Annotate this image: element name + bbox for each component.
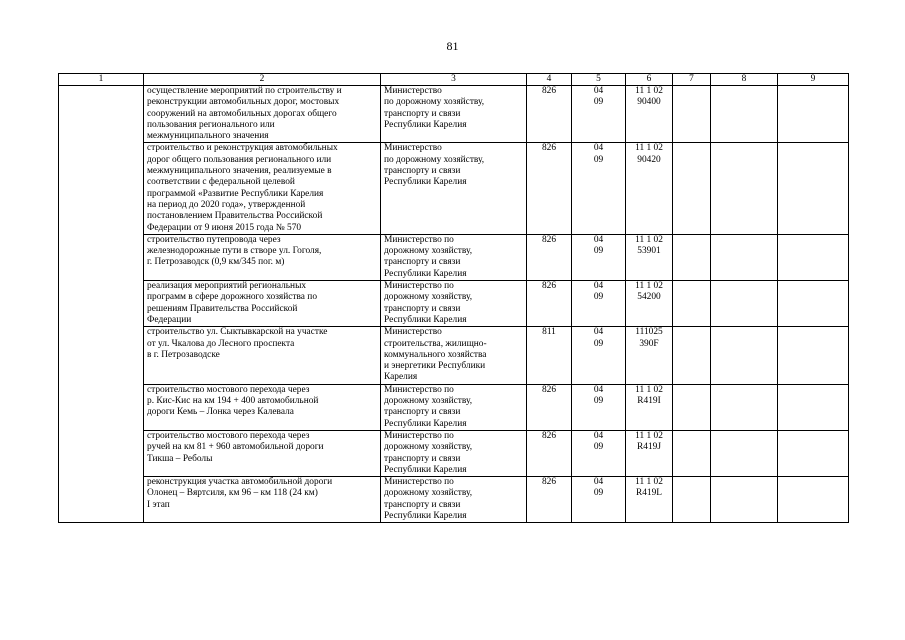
- activity-name-cell-line: р. Кис-Кис на км 194 + 400 автомобильной: [147, 396, 319, 407]
- column-8-cell: [711, 327, 778, 384]
- column-9-cell: [778, 477, 849, 523]
- section-cell-line: 09: [593, 338, 604, 349]
- table-row: [59, 430, 849, 476]
- ministry-cell-line: транспорту и связи: [384, 166, 461, 177]
- ministry-cell-line: и энергетики Республики: [384, 361, 486, 372]
- activity-name-cell-line: реконструкции автомобильных дорог, мостовых: [147, 97, 340, 108]
- ministry-cell: [381, 477, 527, 523]
- activity-name-cell-line: сооружений на автомобильных дорогах общего: [147, 108, 337, 119]
- ministry-cell: [381, 234, 527, 280]
- activity-name-cell-line: I этап: [147, 499, 170, 510]
- ministry-cell-line: дорожному хозяйству,: [384, 246, 473, 257]
- code-cell: 826: [527, 384, 572, 430]
- section-cell: [572, 143, 626, 234]
- column-8-cell: [711, 234, 778, 280]
- ministry-cell-line: Министерство по: [384, 384, 454, 395]
- activity-name-cell-line: строительство ул. Сыктывкарской на участке: [147, 327, 328, 338]
- table-row: [59, 86, 849, 143]
- section-cell: [572, 234, 626, 280]
- target-article-cell-line: 11 1 02: [635, 143, 663, 154]
- code-cell: 826: [527, 143, 572, 234]
- activity-name-cell-line: строительство мостового перехода через: [147, 430, 310, 441]
- activity-name-cell: [144, 477, 381, 523]
- ministry-cell-line: Министерство по: [384, 281, 454, 292]
- ministry-cell-line: Министерство по: [384, 477, 454, 488]
- section-cell-line: 04: [593, 143, 604, 154]
- activity-name-cell-line: Федерации: [147, 314, 192, 325]
- table-row: [59, 477, 849, 523]
- activity-name-cell-line: осуществление мероприятий по строительству и: [147, 86, 342, 96]
- column-header: 7: [673, 74, 711, 86]
- section-cell-line: 04: [593, 327, 604, 338]
- column-7-cell: [673, 477, 711, 523]
- target-article-cell-line: 390F: [639, 338, 659, 349]
- ministry-cell-line: строительства, жилищно-: [384, 338, 487, 349]
- code-cell: 826: [527, 281, 572, 327]
- column-7-cell: [673, 384, 711, 430]
- activity-name-cell-line: пользования регионального или: [147, 119, 275, 130]
- activity-name-cell-line: строительство путепровода через: [147, 234, 281, 245]
- target-article-cell-line: 11 1 02: [635, 384, 663, 395]
- table-row: [59, 234, 849, 280]
- target-article-cell-line: 90420: [637, 154, 661, 165]
- page-number: 81: [446, 39, 459, 53]
- ministry-cell-line: Министерство по: [384, 234, 454, 245]
- ministry-cell-line: Республики Карелия: [384, 464, 467, 475]
- activity-name-cell: [144, 281, 381, 327]
- column-8-cell: [711, 143, 778, 234]
- ministry-cell-line: Республики Карелия: [384, 177, 467, 188]
- ministry-cell-line: Республики Карелия: [384, 418, 467, 429]
- section-cell-line: 09: [593, 488, 604, 499]
- ministry-cell: [381, 143, 527, 234]
- ministry-cell-line: транспорту и связи: [384, 499, 461, 510]
- ministry-cell: [381, 384, 527, 430]
- ministry-cell-line: по дорожному хозяйству,: [384, 154, 485, 165]
- target-article-cell: [626, 281, 673, 327]
- target-article-cell-line: 90400: [637, 97, 661, 108]
- column-7-cell: [673, 281, 711, 327]
- code-cell: 826: [527, 477, 572, 523]
- ministry-cell: [381, 327, 527, 384]
- column-header: 8: [711, 74, 778, 86]
- section-cell: [572, 327, 626, 384]
- ministry-cell-line: Министерство: [384, 86, 442, 96]
- activity-name-cell-line: Тикша – Реболы: [147, 453, 213, 464]
- table-row: [59, 281, 849, 327]
- column-7-cell: [673, 327, 711, 384]
- ministry-cell-line: Карелия: [384, 372, 418, 383]
- ministry-cell-line: Республики Карелия: [384, 314, 467, 325]
- target-article-cell-line: 11 1 02: [635, 430, 663, 441]
- ministry-cell-line: Республики Карелия: [384, 268, 467, 279]
- section-cell-line: 09: [593, 442, 604, 453]
- activity-name-cell-line: реализация мероприятий региональных: [147, 281, 307, 292]
- target-article-cell: [626, 477, 673, 523]
- target-article-cell-line: R419I: [637, 396, 661, 407]
- section-cell: [572, 86, 626, 143]
- activity-name-cell-line: строительство мостового перехода через: [147, 384, 310, 395]
- column-header: 9: [778, 74, 849, 86]
- section-cell-line: 04: [593, 86, 604, 96]
- target-article-cell: [626, 234, 673, 280]
- activity-name-cell-line: ручей на км 81 + 960 автомобильной дороги: [147, 442, 324, 453]
- ministry-cell-line: транспорту и связи: [384, 453, 461, 464]
- activity-name-cell-line: межмуниципального значения: [147, 131, 269, 142]
- target-article-cell: [626, 327, 673, 384]
- activity-name-cell-line: дороги Кемь – Лонка через Калевала: [147, 407, 294, 418]
- column-7-cell: [673, 86, 711, 143]
- activity-name-cell: [144, 430, 381, 476]
- section-cell-line: 09: [593, 246, 604, 257]
- column-7-cell: [673, 430, 711, 476]
- ministry-cell-line: транспорту и связи: [384, 108, 461, 119]
- code-cell: 826: [527, 234, 572, 280]
- column-9-cell: [778, 234, 849, 280]
- target-article-cell: [626, 384, 673, 430]
- column-8-cell: [711, 281, 778, 327]
- target-article-cell-line: 11 1 02: [635, 477, 663, 488]
- code-cell: 826: [527, 86, 572, 143]
- target-article-cell-line: 11 1 02: [635, 234, 663, 245]
- ministry-cell: [381, 430, 527, 476]
- column-header: 4: [527, 74, 572, 86]
- code-cell: 826: [527, 430, 572, 476]
- activity-name-cell: [144, 327, 381, 384]
- activity-name-cell-line: строительство и реконструкция автомобильных: [147, 143, 338, 154]
- column-7-cell: [673, 234, 711, 280]
- activity-name-cell-line: в г. Петрозаводске: [147, 349, 220, 360]
- column-9-cell: [778, 430, 849, 476]
- column-header: 3: [381, 74, 527, 86]
- activity-name-cell: [144, 384, 381, 430]
- ministry-cell-line: дорожному хозяйству,: [384, 488, 473, 499]
- column-9-cell: [778, 86, 849, 143]
- target-article-cell: [626, 430, 673, 476]
- column-9-cell: [778, 281, 849, 327]
- ministry-cell-line: по дорожному хозяйству,: [384, 97, 485, 108]
- column-8-cell: [711, 384, 778, 430]
- activity-name-cell-line: Олонец – Вяртсиля, км 96 – км 118 (24 км): [147, 488, 318, 499]
- activity-name-cell-line: программой «Развитие Республики Карелия: [147, 188, 324, 199]
- section-cell-line: 04: [593, 234, 604, 245]
- code-cell: 811: [527, 327, 572, 384]
- activity-name-cell-line: от ул. Чкалова до Лесного проспекта: [147, 338, 295, 349]
- ministry-cell-line: дорожному хозяйству,: [384, 396, 473, 407]
- budget-table: [58, 73, 849, 523]
- section-cell-line: 09: [593, 154, 604, 165]
- ministry-cell-line: дорожному хозяйству,: [384, 292, 473, 303]
- activity-name-cell-line: программ в сфере дорожного хозяйства по: [147, 292, 318, 303]
- column-8-cell: [711, 430, 778, 476]
- column-8-cell: [711, 477, 778, 523]
- ministry-cell-line: Министерство по: [384, 430, 454, 441]
- target-article-cell-line: 111025: [635, 327, 663, 338]
- target-article-cell-line: 53901: [637, 246, 661, 257]
- ministry-cell-line: Министерство: [384, 327, 442, 338]
- section-cell-line: 09: [593, 292, 604, 303]
- column-9-cell: [778, 384, 849, 430]
- section-cell: [572, 281, 626, 327]
- ministry-cell-line: Республики Карелия: [384, 510, 467, 521]
- table-row: [59, 384, 849, 430]
- activity-name-cell-line: постановлением Правительства Российской: [147, 211, 323, 222]
- section-cell-line: 04: [593, 281, 604, 292]
- activity-name-cell-line: межмуниципального значения, реализуемые в: [147, 166, 332, 177]
- ministry-cell-line: Республики Карелия: [384, 119, 467, 130]
- section-cell-line: 09: [593, 396, 604, 407]
- header-row: [59, 74, 849, 86]
- ministry-cell-line: Министерство: [384, 143, 442, 154]
- section-cell-line: 04: [593, 430, 604, 441]
- target-article-cell-line: 54200: [637, 292, 661, 303]
- table-body: [59, 86, 849, 523]
- ministry-cell-line: коммунального хозяйства: [384, 349, 487, 360]
- ministry-cell-line: транспорту и связи: [384, 303, 461, 314]
- activity-name-cell-line: реконструкция участка автомобильной дороги: [147, 477, 333, 488]
- column-8-cell: [711, 86, 778, 143]
- section-cell-line: 04: [593, 477, 604, 488]
- activity-name-cell-line: Федерации от 9 июня 2015 года № 570: [147, 222, 302, 233]
- activity-name-cell: [144, 86, 381, 143]
- column-9-cell: [778, 327, 849, 384]
- table-row: [59, 143, 849, 234]
- target-article-cell-line: 11 1 02: [635, 86, 663, 96]
- activity-name-cell-line: на период до 2020 года», утвержденной: [147, 199, 306, 210]
- section-cell: [572, 430, 626, 476]
- activity-name-cell-line: решениям Правительства Российской: [147, 303, 298, 314]
- section-cell-line: 09: [593, 97, 604, 108]
- column-1-cell: [59, 86, 144, 523]
- ministry-cell-line: транспорту и связи: [384, 257, 461, 268]
- column-header: 1: [59, 74, 144, 86]
- column-7-cell: [673, 143, 711, 234]
- activity-name-cell: [144, 234, 381, 280]
- column-9-cell: [778, 143, 849, 234]
- table-row: [59, 327, 849, 384]
- activity-name-cell-line: г. Петрозаводск (0,9 км/345 пог. м): [147, 257, 285, 268]
- target-article-cell: [626, 86, 673, 143]
- ministry-cell: [381, 281, 527, 327]
- ministry-cell-line: транспорту и связи: [384, 407, 461, 418]
- target-article-cell-line: 11 1 02: [635, 281, 663, 292]
- target-article-cell-line: R419L: [635, 488, 663, 499]
- section-cell-line: 04: [593, 384, 604, 395]
- target-article-cell: [626, 143, 673, 234]
- section-cell: [572, 477, 626, 523]
- activity-name-cell-line: железнодорожные пути в створе ул. Гоголя,: [147, 246, 322, 257]
- activity-name-cell: [144, 143, 381, 234]
- column-header: 5: [572, 74, 626, 86]
- ministry-cell: [381, 86, 527, 143]
- column-header: 2: [144, 74, 381, 86]
- ministry-cell-line: дорожному хозяйству,: [384, 442, 473, 453]
- activity-name-cell-line: дорог общего пользования регионального или: [147, 154, 332, 165]
- target-article-cell-line: R419J: [637, 442, 661, 453]
- activity-name-cell-line: соответствии с федеральной целевой: [147, 177, 295, 188]
- column-header: 6: [626, 74, 673, 86]
- section-cell: [572, 384, 626, 430]
